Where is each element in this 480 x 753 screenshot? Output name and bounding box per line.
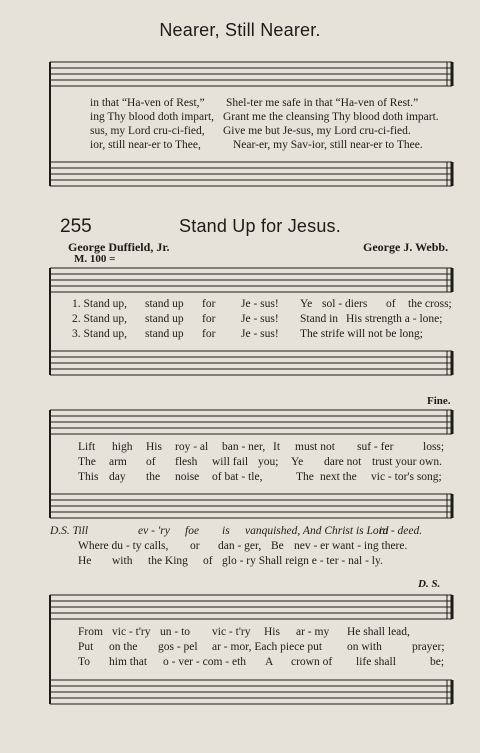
system-brace-line (0, 56, 480, 196)
lyric-line: ing Thy blood doth impart, Grant me the cleansing Thy blood doth impart. (90, 111, 439, 123)
verse-line-3: 3. Stand up, stand up for Je - sus! The strife will not be long; (72, 328, 423, 340)
ds-lyric-line: D.S. Till ev - 'ry foe is vanquished, And Christ is Lord in - deed. (50, 525, 423, 537)
verse-line-1: From vic - t'ry un - to vic - t'ry His ar - my He shall lead, (78, 626, 410, 638)
verse-line-2: Put on the gos - pel ar - mor, Each piece put on with prayer; (78, 641, 445, 653)
hymn-title: Stand Up for Jesus. (179, 216, 341, 236)
ds-lyric-line: He with the King of glo - ry Shall reign e - ter - nal - ly. (78, 555, 383, 567)
verse-line-3: This day the noise of bat - tle, The next the vic - tor's song; (78, 471, 442, 483)
verse-line-1: 1. Stand up, stand up for Je - sus! Ye sol - diers of the cross; (72, 298, 452, 310)
fine-marking: Fine. (427, 395, 451, 407)
verse-line-3: To him that o - ver - com - eth A crown of life shall be; (78, 656, 445, 668)
lyric-line: ior, still near-er to Thee, Near-er, my Sav-ior, still near-er to Thee. (90, 139, 423, 151)
composer-credit: George J. Webb. (363, 240, 449, 254)
system-brace-line (0, 589, 480, 719)
verse-line-2: 2. Stand up, stand up for Je - sus! Stand in His strength a - lone; (72, 313, 443, 325)
previous-hymn-title: Nearer, Still Nearer. (159, 20, 321, 40)
system-brace-line (0, 404, 480, 534)
lyric-line: in that “Ha-ven of Rest,” Shel-ter me safe in that “Ha-ven of Rest.” (90, 97, 419, 109)
metronome-marking: M. 100 = (74, 253, 116, 265)
ds-marking: D. S. (418, 578, 441, 590)
system-brace-line (0, 262, 480, 392)
lyricist-credit: George Duffield, Jr. (68, 240, 170, 254)
verse-line-2: The arm of flesh will fail you; Ye dare not trust your own. (78, 456, 442, 468)
verse-line-1: Lift high His roy - al ban - ner, It must not suf - fer loss; (78, 441, 445, 453)
hymn-number: 255 (60, 216, 92, 237)
lyric-line: sus, my Lord cru-ci-fied, Give me but Je-sus, my Lord cru-ci-fied. (90, 125, 411, 137)
ds-lyric-line: Where du - ty calls, or dan - ger, Be nev - er want - ing there. (78, 540, 408, 552)
